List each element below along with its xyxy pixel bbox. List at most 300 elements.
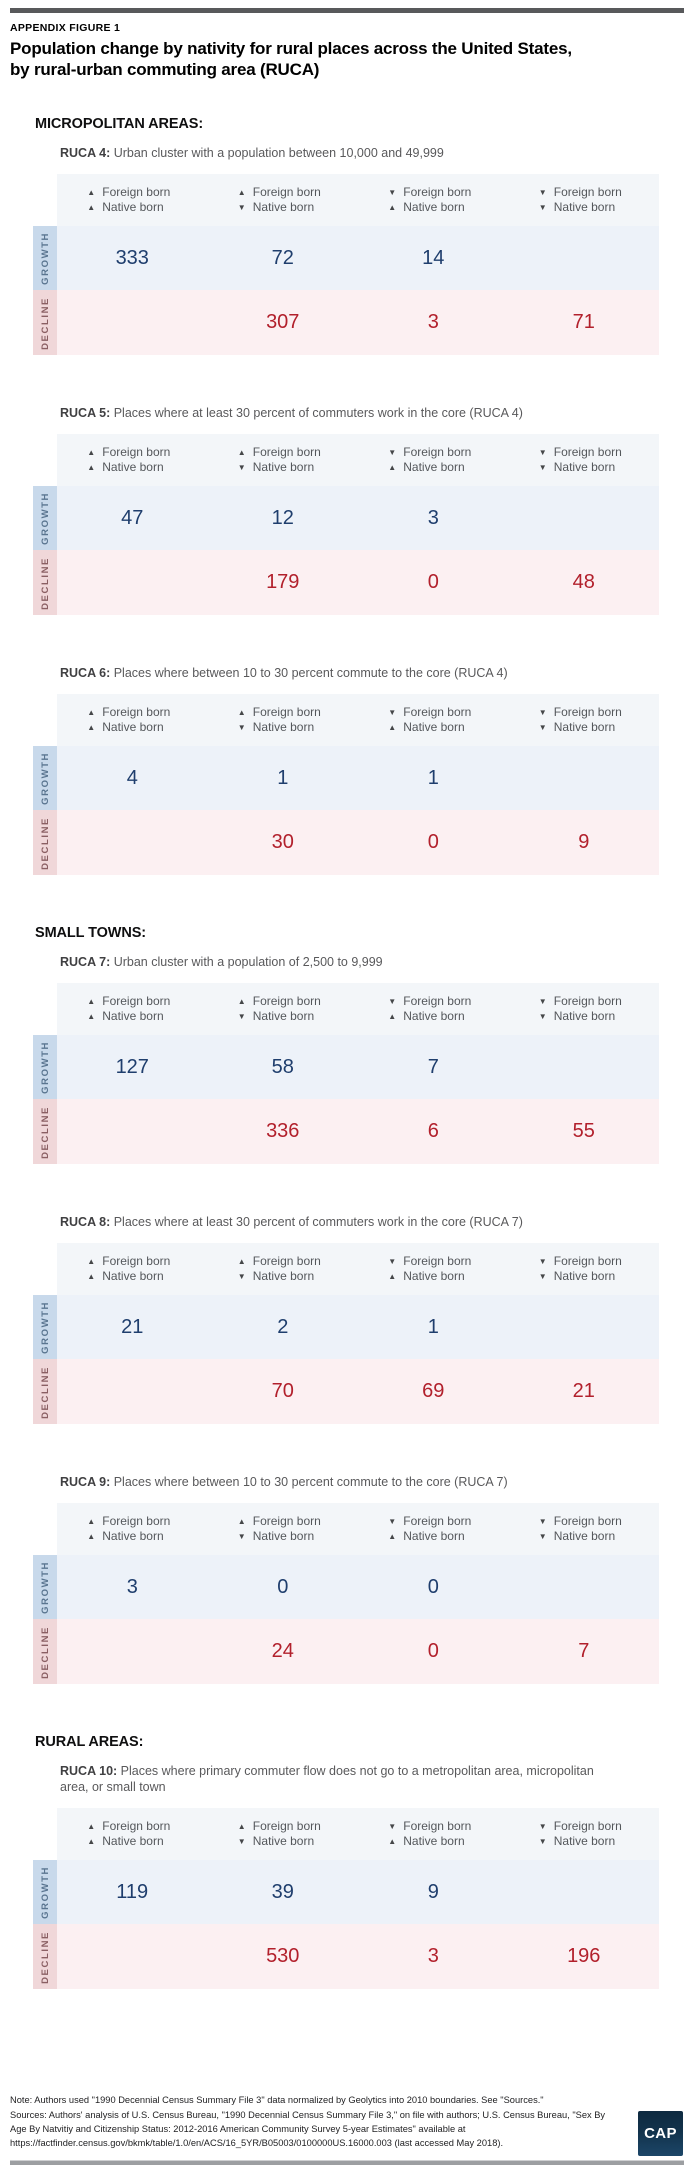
row-label-decline (33, 290, 57, 355)
value-cell-decline: 69 (358, 1359, 509, 1424)
value-cell-growth: 58 (208, 1035, 359, 1099)
value-cell-growth: 1 (208, 746, 359, 810)
table-caption-label: RUCA 4: (60, 146, 111, 161)
sections-container (10, 116, 684, 1989)
column-header-label: Foreign born (102, 1818, 171, 1833)
table-caption (60, 1474, 615, 1490)
up-arrow-icon: ▲ (237, 996, 246, 1006)
value-cell-decline (57, 1924, 208, 1989)
down-arrow-icon: ▼ (388, 707, 397, 717)
column-header-line (87, 995, 177, 1009)
value-cell-decline (57, 1359, 208, 1424)
table-caption-text: Places where between 10 to 30 percent commute to the core (RUCA 4) (110, 666, 508, 681)
value-cell-decline: 0 (358, 1619, 509, 1684)
value-cell-growth: 9 (358, 1860, 509, 1924)
row-label-decline (33, 1099, 57, 1164)
column-header-line (388, 1270, 478, 1284)
column-header-label: Foreign born (252, 1253, 321, 1268)
column-header-line (539, 1010, 629, 1024)
column-header-line (87, 201, 177, 215)
column-header-label: Foreign born (102, 1253, 171, 1268)
column-header-line (238, 995, 328, 1009)
up-arrow-icon: ▲ (237, 1821, 246, 1831)
ruca-block-ruca-8 (33, 1214, 684, 1424)
row-label-decline (33, 1359, 57, 1424)
column-header (208, 1503, 359, 1555)
up-arrow-icon: ▲ (87, 707, 96, 717)
value-cell-growth: 1 (358, 1295, 509, 1359)
up-arrow-icon: ▲ (388, 463, 397, 473)
down-arrow-icon: ▼ (538, 1516, 547, 1526)
up-arrow-icon: ▲ (87, 723, 96, 733)
ruca-block-ruca-5 (33, 405, 684, 615)
column-header-label: Native born (553, 460, 616, 475)
up-arrow-icon: ▲ (87, 1516, 96, 1526)
figure-title (10, 39, 684, 80)
value-cell-decline: 30 (208, 810, 359, 875)
column-header-line (388, 1835, 478, 1849)
section-micropolitan-areas (10, 116, 684, 875)
up-arrow-icon: ▲ (87, 1272, 96, 1282)
column-header-label: Foreign born (252, 444, 321, 459)
column-header-line (87, 1835, 177, 1849)
column-header-line (238, 186, 328, 200)
up-arrow-icon: ▲ (388, 1012, 397, 1022)
value-cell-growth: 7 (358, 1035, 509, 1099)
value-cell-decline: 55 (509, 1099, 660, 1164)
column-header-label: Foreign born (553, 1253, 622, 1268)
row-label-text-decline: DECLINE (39, 1625, 51, 1679)
column-header-label: Native born (102, 1269, 164, 1284)
column-header-line (87, 1255, 177, 1269)
row-label-text-growth: GROWTH (39, 752, 51, 805)
column-header-label: Native born (553, 200, 616, 215)
value-cell-decline: 336 (208, 1099, 359, 1164)
row-label-text-growth: GROWTH (39, 1301, 51, 1354)
column-header-label: Native born (553, 720, 616, 735)
column-header-line (539, 1820, 629, 1834)
value-cell-growth: 119 (57, 1860, 208, 1924)
column-header (208, 1808, 359, 1860)
column-header-label: Native born (252, 1009, 315, 1024)
up-arrow-icon: ▲ (87, 1532, 96, 1542)
footer (10, 2094, 684, 2174)
up-arrow-icon: ▲ (87, 1012, 96, 1022)
column-header-line (388, 706, 478, 720)
down-arrow-icon: ▼ (388, 996, 397, 1006)
row-label-decline (33, 1924, 57, 1989)
column-header-line (539, 995, 629, 1009)
ruca-table (33, 1808, 659, 1989)
row-label-text-decline: DECLINE (39, 1105, 51, 1159)
down-arrow-icon: ▼ (538, 1821, 547, 1831)
value-cell-decline (57, 1619, 208, 1684)
column-header-line (388, 461, 478, 475)
column-header (358, 694, 509, 746)
column-header-label: Native born (553, 1834, 616, 1849)
column-header-line (388, 446, 478, 460)
note-text: Note: Authors used "1990 Decennial Census Summary File 3" data normalized by Geolytics into 2010 boundaries. See "Sources." (10, 2095, 544, 2105)
down-arrow-icon: ▼ (538, 1272, 547, 1282)
up-arrow-icon: ▲ (87, 1256, 96, 1266)
column-header-label: Foreign born (252, 1513, 321, 1528)
up-arrow-icon: ▲ (87, 203, 96, 213)
column-header-label: Native born (252, 720, 315, 735)
column-header-line (87, 1270, 177, 1284)
section-heading: RURAL AREAS: (35, 1734, 144, 1751)
up-arrow-icon: ▲ (87, 463, 96, 473)
column-header-line (539, 721, 629, 735)
column-header (358, 1808, 509, 1860)
column-header-label: Native born (252, 460, 315, 475)
down-arrow-icon: ▼ (538, 463, 547, 473)
column-header (208, 983, 359, 1035)
table-caption-label: RUCA 10: (60, 1764, 118, 1779)
up-arrow-icon: ▲ (87, 996, 96, 1006)
table-caption (60, 1214, 615, 1230)
value-cell-decline: 24 (208, 1619, 359, 1684)
value-cell-growth: 0 (358, 1555, 509, 1619)
row-label-text-growth: GROWTH (39, 1866, 51, 1919)
value-cell-growth: 12 (208, 486, 359, 550)
up-arrow-icon: ▲ (237, 707, 246, 717)
table-corner (33, 1243, 57, 1295)
column-header-label: Native born (102, 1529, 164, 1544)
down-arrow-icon: ▼ (237, 723, 246, 733)
column-header-line (388, 721, 478, 735)
value-cell-decline: 0 (358, 550, 509, 615)
column-header-label: Native born (102, 200, 164, 215)
column-header-line (238, 1010, 328, 1024)
up-arrow-icon: ▲ (237, 1256, 246, 1266)
up-arrow-icon: ▲ (388, 723, 397, 733)
table-caption-text: Places where at least 30 percent of commuters work in the core (RUCA 7) (110, 1215, 523, 1230)
section-small-towns (10, 925, 684, 1684)
column-header (57, 1503, 208, 1555)
value-cell-growth (509, 1295, 660, 1359)
down-arrow-icon: ▼ (538, 707, 547, 717)
column-header-label: Native born (252, 1269, 315, 1284)
value-cell-decline: 21 (509, 1359, 660, 1424)
table-caption-label: RUCA 7: (60, 955, 111, 970)
column-header-line (539, 461, 629, 475)
down-arrow-icon: ▼ (538, 723, 547, 733)
ruca-table (33, 1503, 659, 1684)
ruca-table (33, 1243, 659, 1424)
column-header-line (238, 1255, 328, 1269)
up-arrow-icon: ▲ (388, 203, 397, 213)
up-arrow-icon: ▲ (237, 1516, 246, 1526)
value-cell-growth: 39 (208, 1860, 359, 1924)
column-header (358, 1503, 509, 1555)
row-label-text-decline: DECLINE (39, 816, 51, 870)
up-arrow-icon: ▲ (388, 1532, 397, 1542)
up-arrow-icon: ▲ (87, 447, 96, 457)
column-header-line (388, 1515, 478, 1529)
column-header-label: Foreign born (403, 184, 472, 199)
value-cell-decline (57, 550, 208, 615)
column-header (57, 434, 208, 486)
column-header-line (539, 1835, 629, 1849)
column-header-label: Foreign born (102, 184, 171, 199)
column-header-label: Native born (403, 1834, 465, 1849)
down-arrow-icon: ▼ (538, 203, 547, 213)
column-header-label: Foreign born (252, 1818, 321, 1833)
column-header-label: Foreign born (403, 444, 472, 459)
down-arrow-icon: ▼ (237, 203, 246, 213)
row-label-decline (33, 550, 57, 615)
column-header-label: Foreign born (252, 704, 321, 719)
value-cell-decline: 307 (208, 290, 359, 355)
column-header-label: Foreign born (403, 993, 472, 1008)
figure-label: APPENDIX FIGURE 1 (10, 22, 121, 34)
row-label-decline (33, 810, 57, 875)
column-header (509, 434, 660, 486)
column-header-line (87, 721, 177, 735)
section-heading: MICROPOLITAN AREAS: (35, 116, 204, 133)
table-corner (33, 1808, 57, 1860)
table-caption-label: RUCA 6: (60, 666, 111, 681)
down-arrow-icon: ▼ (388, 1516, 397, 1526)
column-header-label: Foreign born (553, 184, 622, 199)
value-cell-growth: 1 (358, 746, 509, 810)
ruca-table (33, 434, 659, 615)
column-header (208, 434, 359, 486)
table-caption-label: RUCA 5: (60, 406, 111, 421)
table-caption (60, 145, 615, 161)
column-header (509, 1503, 660, 1555)
column-header (509, 694, 660, 746)
column-header (358, 1243, 509, 1295)
table-corner (33, 434, 57, 486)
column-header-line (388, 1820, 478, 1834)
table-caption (60, 1763, 615, 1795)
column-header-line (539, 1530, 629, 1544)
column-header-label: Native born (403, 1009, 465, 1024)
down-arrow-icon: ▼ (388, 447, 397, 457)
column-header-label: Native born (403, 200, 465, 215)
table-corner (33, 694, 57, 746)
value-cell-growth (509, 486, 660, 550)
ruca-block-ruca-4 (33, 145, 684, 355)
value-cell-growth: 3 (57, 1555, 208, 1619)
column-header-line (388, 1255, 478, 1269)
column-header-label: Native born (252, 1834, 315, 1849)
table-caption-label: RUCA 9: (60, 1475, 111, 1490)
down-arrow-icon: ▼ (237, 1532, 246, 1542)
section-rural-areas (10, 1734, 684, 1989)
row-label-decline (33, 1619, 57, 1684)
value-cell-decline: 3 (358, 290, 509, 355)
value-cell-growth: 0 (208, 1555, 359, 1619)
row-label-text-decline: DECLINE (39, 296, 51, 350)
column-header-label: Native born (252, 1529, 315, 1544)
row-label-text-decline: DECLINE (39, 1930, 51, 1984)
value-cell-decline: 7 (509, 1619, 660, 1684)
value-cell-decline: 48 (509, 550, 660, 615)
value-cell-decline (57, 1099, 208, 1164)
value-cell-growth: 14 (358, 226, 509, 290)
up-arrow-icon: ▲ (237, 447, 246, 457)
value-cell-growth: 127 (57, 1035, 208, 1099)
value-cell-growth (509, 226, 660, 290)
column-header (358, 983, 509, 1035)
value-cell-decline: 6 (358, 1099, 509, 1164)
figure-title-line1: Population change by nativity for rural places across the United States, (10, 39, 572, 58)
value-cell-growth: 2 (208, 1295, 359, 1359)
ruca-block-ruca-7 (33, 954, 684, 1164)
down-arrow-icon: ▼ (538, 1837, 547, 1847)
column-header-label: Native born (102, 1834, 164, 1849)
column-header-line (238, 1515, 328, 1529)
down-arrow-icon: ▼ (388, 1821, 397, 1831)
value-cell-decline: 3 (358, 1924, 509, 1989)
value-cell-decline: 0 (358, 810, 509, 875)
column-header-line (87, 186, 177, 200)
column-header-label: Foreign born (252, 993, 321, 1008)
sources-text: Sources: Authors' analysis of U.S. Census Bureau, "1990 Decennial Census Summary File 3," on file with authors; U.S. Census Bureau, "Sex By Age By Natvitiy and Citizenship Status: 2012-2016 American Community Survey 5-year Estimates" available at https://factfinder.census.gov/bkmk/table/1.0/en/ACS/16_5YR/B05003/0100000US.16000.003 (last accessed May 2018). (10, 2110, 606, 2148)
table-caption-text: Places where between 10 to 30 percent commute to the core (RUCA 7) (110, 1475, 508, 1490)
table-caption (60, 405, 615, 421)
value-cell-decline: 530 (208, 1924, 359, 1989)
figure-title-line2: by rural-urban commuting area (RUCA) (10, 59, 320, 79)
row-label-growth (33, 1860, 57, 1924)
table-corner (33, 983, 57, 1035)
column-header-line (238, 201, 328, 215)
column-header-label: Foreign born (102, 993, 171, 1008)
column-header-label: Native born (553, 1529, 616, 1544)
table-corner (33, 1503, 57, 1555)
value-cell-growth: 72 (208, 226, 359, 290)
column-header-label: Foreign born (102, 1513, 171, 1528)
column-header-line (238, 1835, 328, 1849)
top-rule (10, 8, 684, 13)
column-header-label: Foreign born (403, 1818, 472, 1833)
column-header (509, 1243, 660, 1295)
value-cell-growth: 21 (57, 1295, 208, 1359)
column-header-label: Foreign born (102, 444, 171, 459)
column-header-line (87, 1530, 177, 1544)
column-header-line (87, 1820, 177, 1834)
column-header-label: Foreign born (553, 444, 622, 459)
column-header-line (238, 461, 328, 475)
column-header-label: Foreign born (252, 184, 321, 199)
column-header-line (87, 461, 177, 475)
value-cell-growth: 47 (57, 486, 208, 550)
column-header-label: Native born (102, 720, 164, 735)
column-header-line (539, 201, 629, 215)
column-header-line (539, 706, 629, 720)
column-header-line (388, 201, 478, 215)
down-arrow-icon: ▼ (538, 996, 547, 1006)
column-header-line (539, 186, 629, 200)
column-header (358, 434, 509, 486)
column-header (509, 174, 660, 226)
ruca-block-ruca-10 (33, 1763, 684, 1989)
column-header (57, 174, 208, 226)
down-arrow-icon: ▼ (538, 447, 547, 457)
value-cell-growth (509, 1860, 660, 1924)
column-header-line (238, 1820, 328, 1834)
column-header-label: Foreign born (403, 1253, 472, 1268)
row-label-text-growth: GROWTH (39, 1561, 51, 1614)
column-header-label: Foreign born (553, 704, 622, 719)
column-header-line (238, 706, 328, 720)
column-header-line (388, 1530, 478, 1544)
column-header-line (87, 706, 177, 720)
value-cell-decline: 71 (509, 290, 660, 355)
value-cell-decline: 9 (509, 810, 660, 875)
row-label-text-growth: GROWTH (39, 232, 51, 285)
column-header-label: Native born (553, 1009, 616, 1024)
column-header (358, 174, 509, 226)
column-header-label: Foreign born (403, 1513, 472, 1528)
cap-logo (638, 2111, 683, 2156)
table-caption (60, 954, 615, 970)
table-caption-text: Places where primary commuter flow does not go to a metropolitan area, micropolitan area, or small town (60, 1764, 594, 1795)
value-cell-growth (509, 1035, 660, 1099)
table-caption-label: RUCA 8: (60, 1215, 111, 1230)
value-cell-decline (57, 810, 208, 875)
row-label-growth (33, 1555, 57, 1619)
value-cell-decline: 196 (509, 1924, 660, 1989)
table-caption (60, 665, 615, 681)
up-arrow-icon: ▲ (237, 187, 246, 197)
column-header-label: Foreign born (553, 1818, 622, 1833)
down-arrow-icon: ▼ (388, 187, 397, 197)
row-label-growth (33, 1295, 57, 1359)
table-caption-text: Urban cluster with a population between 10,000 and 49,999 (110, 146, 444, 161)
value-cell-growth (509, 746, 660, 810)
column-header-label: Native born (403, 1529, 465, 1544)
up-arrow-icon: ▲ (388, 1272, 397, 1282)
table-corner (33, 174, 57, 226)
down-arrow-icon: ▼ (538, 1012, 547, 1022)
value-cell-growth: 4 (57, 746, 208, 810)
column-header (208, 174, 359, 226)
ruca-table (33, 174, 659, 355)
column-header-label: Foreign born (553, 1513, 622, 1528)
down-arrow-icon: ▼ (388, 1256, 397, 1266)
column-header (509, 983, 660, 1035)
section-heading: SMALL TOWNS: (35, 925, 147, 942)
column-header-line (388, 1010, 478, 1024)
row-label-growth (33, 226, 57, 290)
column-header (57, 983, 208, 1035)
ruca-block-ruca-9 (33, 1474, 684, 1684)
value-cell-decline: 70 (208, 1359, 359, 1424)
value-cell-growth: 3 (358, 486, 509, 550)
down-arrow-icon: ▼ (237, 1012, 246, 1022)
column-header-line (238, 721, 328, 735)
column-header (57, 694, 208, 746)
column-header-label: Native born (403, 460, 465, 475)
value-cell-growth (509, 1555, 660, 1619)
column-header (57, 1243, 208, 1295)
up-arrow-icon: ▲ (87, 187, 96, 197)
up-arrow-icon: ▲ (87, 1837, 96, 1847)
row-label-growth (33, 1035, 57, 1099)
column-header-label: Foreign born (403, 704, 472, 719)
down-arrow-icon: ▼ (538, 1532, 547, 1542)
column-header-label: Native born (102, 460, 164, 475)
row-label-text-decline: DECLINE (39, 556, 51, 610)
ruca-table (33, 983, 659, 1164)
column-header-line (238, 1270, 328, 1284)
ruca-table (33, 694, 659, 875)
value-cell-decline: 179 (208, 550, 359, 615)
bottom-rule (10, 2160, 684, 2165)
